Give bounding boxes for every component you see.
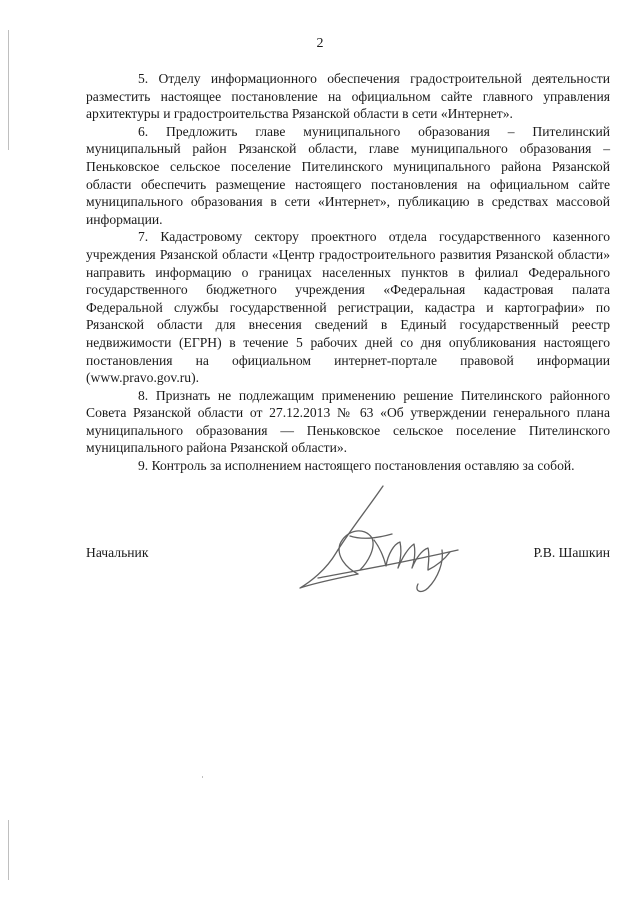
scan-artifact [8,820,9,880]
signer-position: Начальник [86,545,149,560]
paragraph-5: 5. Отделу информационного обеспечения градостроительной деятельности разместить настоящее постановление на официальном сайте главного управления архитектуры и градостроительства Рязанской области в сети «Интернет». [86,71,610,122]
page-number: 2 [316,36,324,51]
handwritten-signature [288,478,478,603]
paragraph-7: 7. Кадастровому сектору проектного отдела государственного казенного учреждения Рязанской области «Центр градостроительного развития Рязанской области» направить информацию о границах населенных пунктов в филиал Федерального государственного бюджетного учреждения «Федеральная кадастровая палата Федеральной службы государственной регистрации, кадастра и картографии» по Рязанской области для внесения сведений в Единый государственный реестр недвижимости (ЕГРН) в течение 5 рабочих дней со дня опубликования настоящего постановления на официальном интернет-портале правовой информации (www.pravo.gov.ru). [86,229,610,386]
scan-artifact [8,30,9,150]
paragraph-9: 9. Контроль за исполнением настоящего постановления оставляю за собой. [138,458,575,474]
document-body [86,70,610,475]
paragraph-8: 8. Признать не подлежащим применению решение Пителинского районного Совета Рязанской области от 27.12.2013 № 63 «Об утверждении генерального плана муниципального образования — Пеньковское сельское поселение Пителинского муниципального района Рязанской области». [86,387,610,456]
signer-name: Р.В. Шашкин [533,545,610,560]
scan-artifact [202,776,203,778]
paragraph-6: 6. Предложить главе муниципального образования – Пителинский муниципальный район Рязанской области, главе муниципального образования – Пеньковское сельское поселение Пителинского муниципального района Рязанской области обеспечить размещение настоящего постановления на официальном сайте муниципального образования в сети «Интернет», публикацию в средствах массовой информации. [86,123,610,227]
